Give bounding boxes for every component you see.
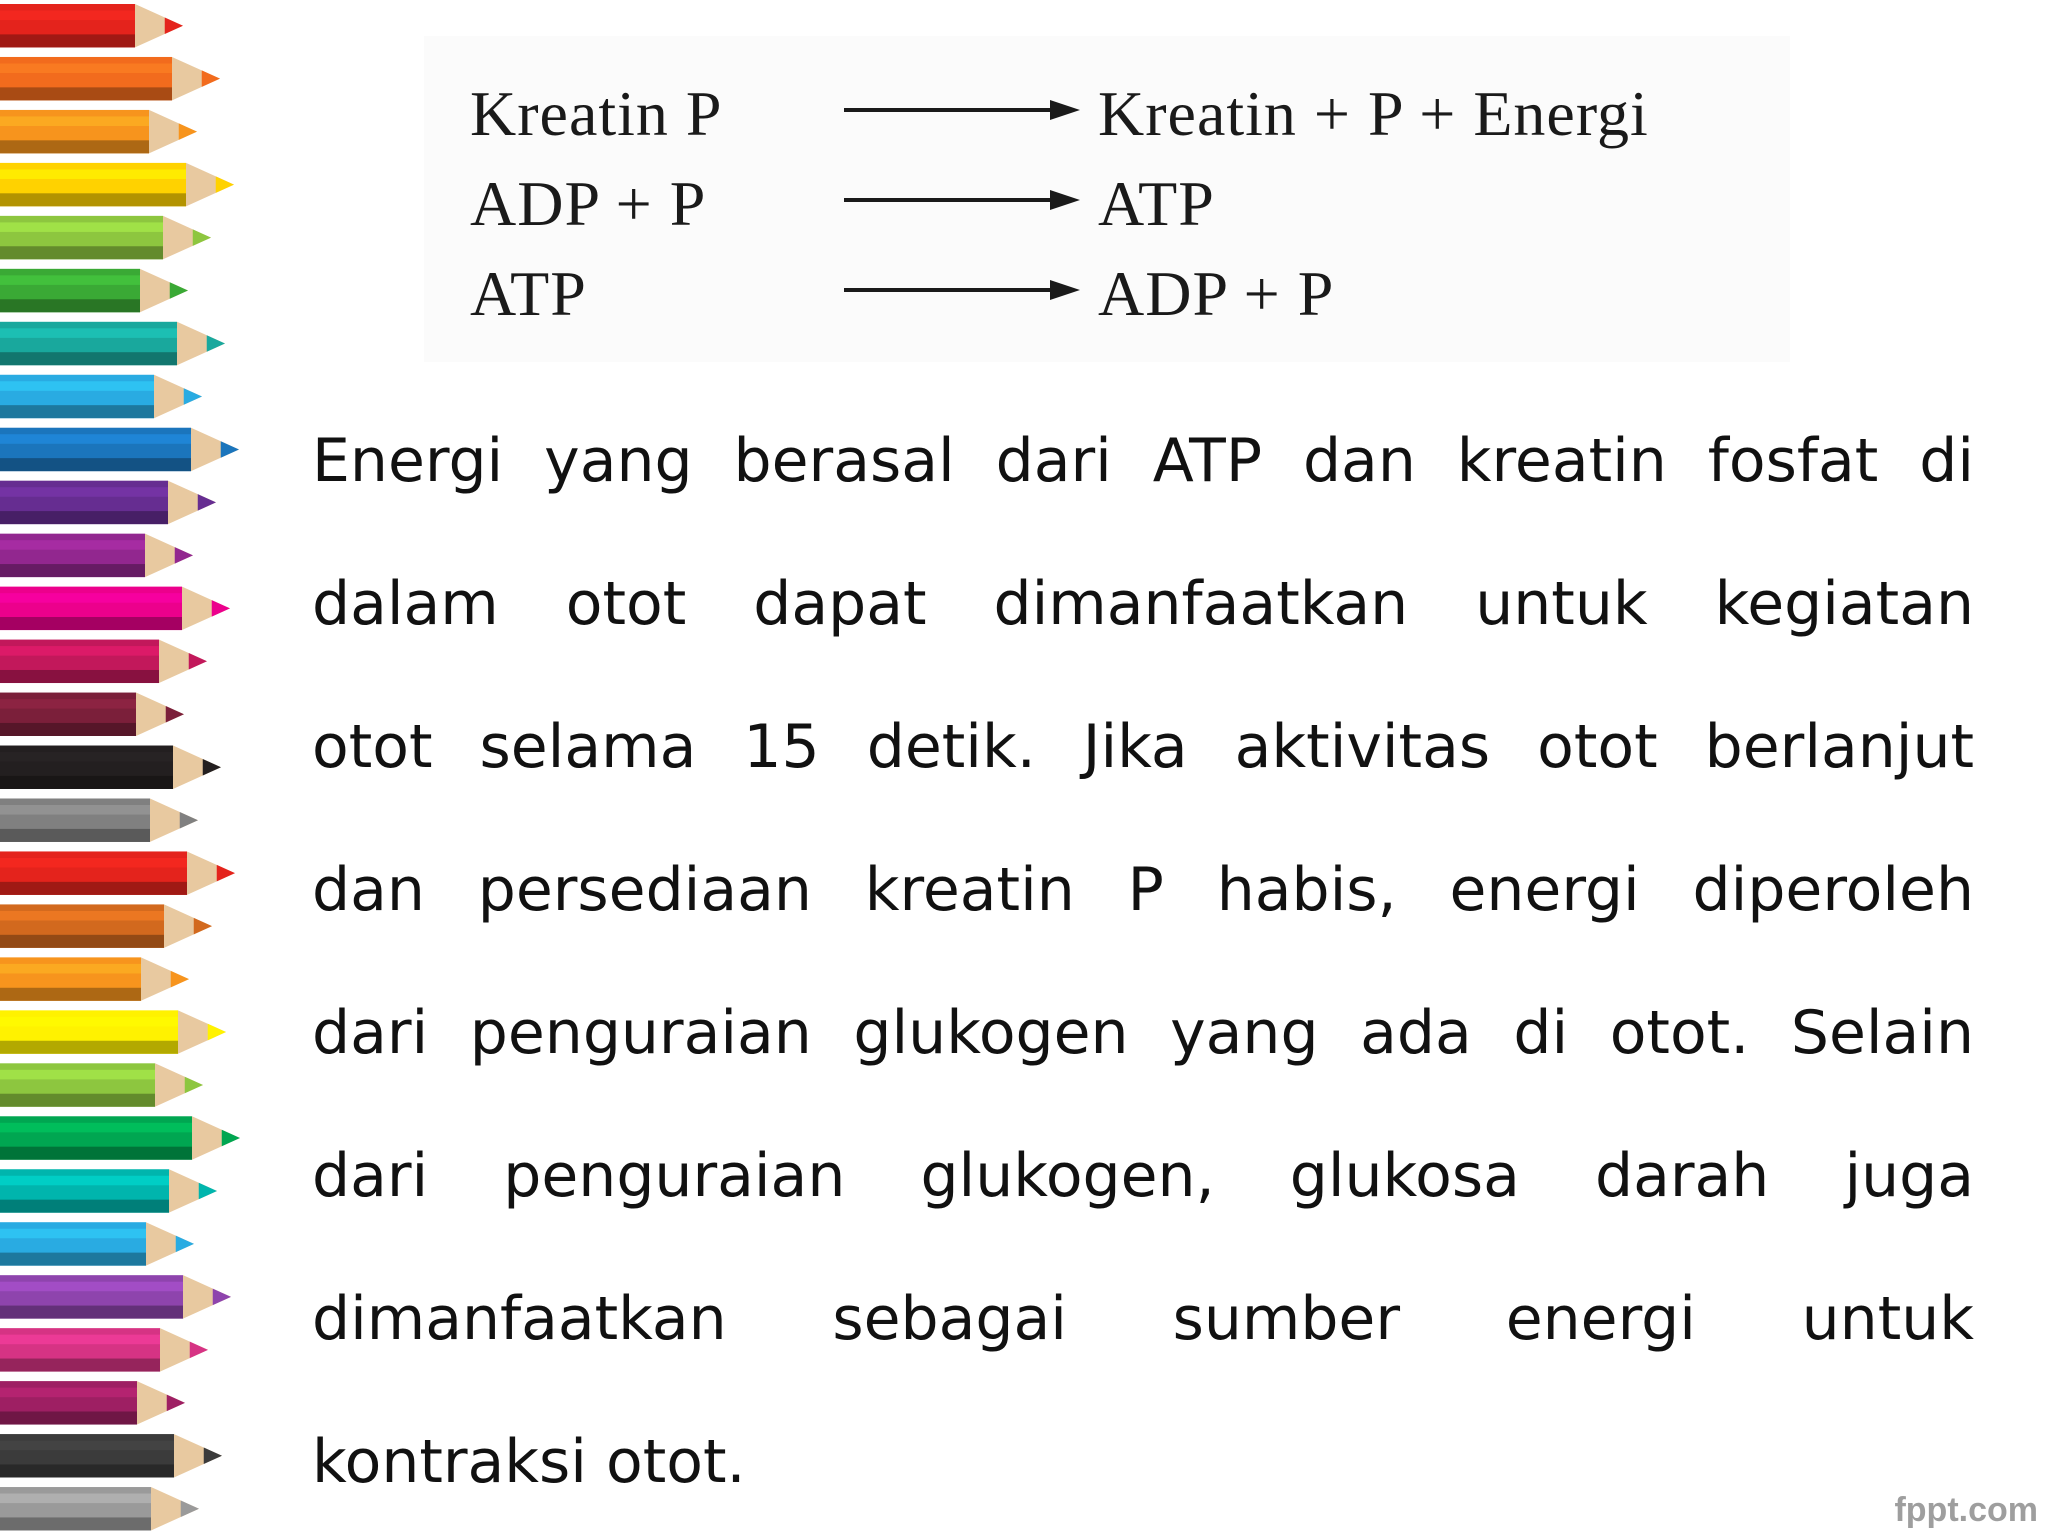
equation-product: Kreatin + P + Energi: [1098, 78, 1649, 149]
paragraph-line: Energi yang berasal dari ATP dan kreatin fosfat di: [312, 426, 1974, 496]
pencil-icon: [0, 375, 202, 418]
equation-row: [470, 164, 1770, 244]
paragraph-line: dari penguraian glukogen yang ada di otot. Selain: [312, 998, 1974, 1068]
pencil-icon: [0, 798, 198, 841]
pencil-icon: [0, 216, 211, 259]
equation-panel: [424, 36, 1790, 362]
pencil-icon: [0, 1381, 185, 1424]
equation-reactant: ATP: [470, 258, 587, 329]
pencil-icon: [0, 693, 184, 736]
pencil-icon: [0, 163, 234, 206]
equation-row: [470, 254, 1770, 334]
paragraph-line: dari penguraian glukogen, glukosa darah juga: [312, 1141, 1974, 1211]
pencil-icon: [0, 1063, 203, 1106]
reaction-arrow-icon: [842, 276, 1082, 304]
pencil-icon: [0, 1116, 240, 1159]
pencil-icon: [0, 640, 207, 683]
paragraph-line: kontraksi otot.: [312, 1427, 746, 1497]
equation-product: ATP: [1098, 168, 1215, 239]
paragraph-line: dimanfaatkan sebagai sumber energi untuk: [312, 1284, 1974, 1354]
pencil-icon: [0, 851, 235, 894]
equation-product: ADP + P: [1098, 258, 1335, 329]
pencil-border-decoration: [0, 0, 280, 1536]
paragraph-line: dalam otot dapat dimanfaatkan untuk kegiatan: [312, 569, 1974, 639]
pencil-icon: [0, 1434, 222, 1477]
pencil-icon: [0, 746, 221, 789]
reaction-arrow-icon: [842, 186, 1082, 214]
pencil-icon: [0, 481, 216, 524]
pencil-icon: [0, 1169, 217, 1212]
watermark-logo: fppt.com: [1894, 1491, 2038, 1529]
pencil-icon: [0, 57, 220, 100]
paragraph-line: dan persediaan kreatin P habis, energi diperoleh: [312, 855, 1974, 925]
equation-reactant: ADP + P: [470, 168, 707, 239]
equation-row: [470, 74, 1770, 154]
pencil-icon: [0, 322, 225, 365]
pencil-icon: [0, 1487, 199, 1530]
body-paragraph: [312, 390, 1974, 1534]
pencil-icon: [0, 110, 197, 153]
pencil-icon: [0, 1010, 226, 1053]
pencil-icon: [0, 1275, 231, 1318]
pencil-icon: [0, 904, 212, 947]
pencil-icon: [0, 1328, 208, 1371]
pencil-icon: [0, 587, 230, 630]
pencil-icon: [0, 1222, 194, 1265]
paragraph-line: otot selama 15 detik. Jika aktivitas otot berlanjut: [312, 712, 1974, 782]
reaction-arrow-icon: [842, 96, 1082, 124]
pencil-icon: [0, 534, 193, 577]
pencil-icon: [0, 957, 189, 1000]
equation-reactant: Kreatin P: [470, 78, 723, 149]
pencil-icon: [0, 269, 188, 312]
pencil-icon: [0, 428, 239, 471]
pencil-icon: [0, 4, 183, 47]
